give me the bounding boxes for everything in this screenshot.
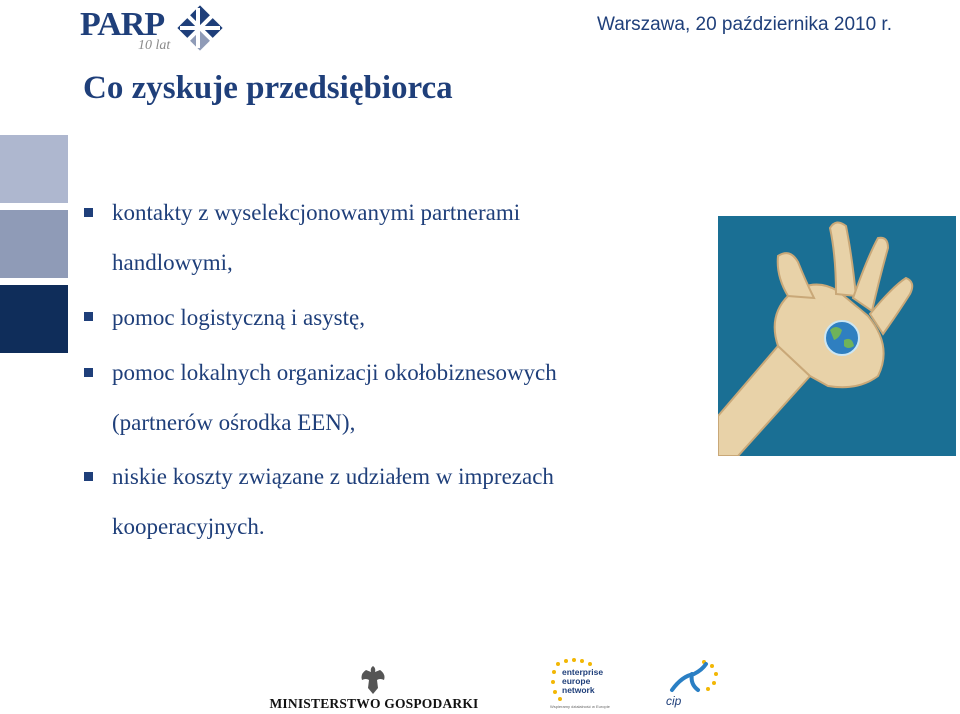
- bullet-item: [84, 188, 674, 288]
- logo-subtitle: 10 lat: [138, 38, 171, 53]
- bullet-item: [84, 348, 674, 448]
- bullet-text: niskie koszty związane z udziałem w imprezach: [112, 464, 554, 489]
- bullet-text: pomoc logistyczną i asystę,: [112, 305, 365, 330]
- eagle-emblem-icon: [358, 664, 388, 696]
- bullet-text: pomoc lokalnych organizacji okołobiznesowych: [112, 360, 557, 385]
- hand-globe-icon: [718, 216, 956, 456]
- parp-diamond-icon: [176, 4, 224, 52]
- decor-bar-mid: [0, 210, 68, 278]
- bullet-list: [84, 188, 674, 558]
- een-logo: [548, 658, 608, 712]
- bullet-item: [84, 452, 674, 552]
- bullet-text-cont: kooperacyjnych.: [112, 514, 265, 539]
- een-name: [562, 668, 603, 695]
- bullet-square-icon: [84, 208, 93, 217]
- bullet-text-cont: handlowymi,: [112, 250, 233, 275]
- cip-name: cip: [666, 694, 682, 708]
- bullet-square-icon: [84, 472, 93, 481]
- decor-bar-dark: [0, 285, 68, 353]
- logo-word: PARP: [80, 6, 165, 43]
- ministry-name: MINISTERSTWO GOSPODARKI: [269, 696, 479, 711]
- cip-runner-icon: [664, 656, 720, 696]
- decor-bar-light: [0, 135, 68, 203]
- een-word-1: enterprise: [562, 667, 604, 677]
- hand-globe-illustration: [718, 216, 956, 456]
- cip-logo: [664, 656, 720, 712]
- bullet-text: kontakty z wyselekcjonowanymi partnerami: [112, 200, 521, 225]
- bullet-text-cont: (partnerów ośrodka EEN),: [112, 410, 356, 435]
- bullet-square-icon: [84, 368, 93, 377]
- bullet-item: [84, 292, 674, 344]
- een-word-3: network: [562, 685, 595, 695]
- parp-logo: [80, 4, 230, 54]
- ministry-logo: [262, 664, 486, 714]
- slide-date: Warszawa, 20 października 2010 r.: [596, 14, 892, 35]
- slide-title: Co zyskuje przedsiębiorca: [83, 70, 453, 106]
- een-tagline: Wspieramy działalność w Europie: [550, 704, 610, 709]
- bullet-square-icon: [84, 312, 93, 321]
- een-word-2: europe: [562, 676, 591, 686]
